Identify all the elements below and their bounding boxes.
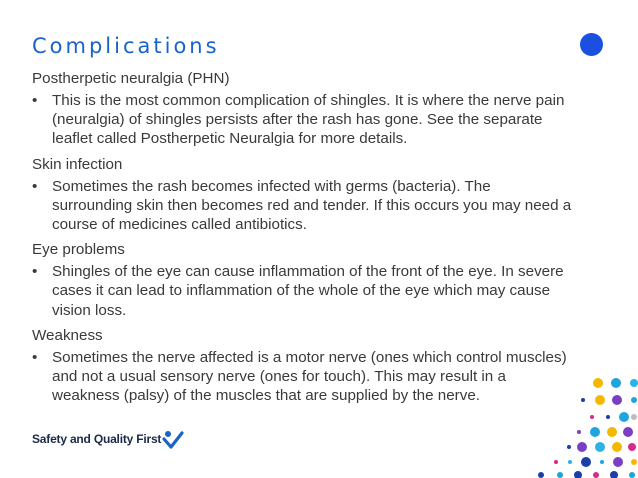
decorative-dot [610,471,618,478]
decorative-dot [538,472,544,478]
decorative-dot [581,457,591,467]
decorative-dot [554,460,558,464]
decorative-dot [593,378,603,388]
decorative-dot [628,443,636,451]
decorative-dot [631,414,637,420]
decorative-dot [623,427,633,437]
decorative-dot [613,457,623,467]
section-weakness [32,325,572,406]
decorative-dot [611,378,621,388]
section-phn [32,68,572,149]
section-heading: Skin infection [32,155,123,173]
decorative-dot [590,415,594,419]
bullet-text: This is the most common complication of shingles. It is where the nerve pain (neuralgia) of shingles persists after the rash has gone. See the separate leaflet called Postherpetic Neuralgia for more details. [52,92,565,148]
bullet-icon: • [32,177,38,195]
decorative-dot [630,379,638,387]
decorative-dot [581,398,585,402]
decorative-dot [593,472,599,478]
bullet-text: Sometimes the rash becomes infected with germs (bacteria). The surrounding skin then becomes red and tender. If this occurs you may need a course of medicines called antibiotics. [52,177,572,234]
section-eye-problems [32,239,572,320]
bullet-item [32,177,572,235]
section-heading: Postherpetic neuralgia (PHN) [32,70,230,87]
decorative-dot [590,427,600,437]
brand-name: Safety and Quality First [32,432,162,446]
corner-accent-dot [580,33,603,56]
bullet-icon: • [32,92,38,109]
bullet-text: Sometimes the nerve affected is a motor nerve (ones which control muscles) and not a usual sensory nerve (ones for touch). This may result in a weakness (palsy) of the muscles that are supplied by the nerve. [52,348,567,405]
decorative-dot [612,395,622,405]
slide-body [32,68,572,410]
decorative-dot [631,397,637,403]
decorative-dot [629,472,635,478]
slide-title: Complications [32,34,220,58]
decorative-dot [600,460,604,464]
decorative-dot [606,415,610,419]
bullet-icon: • [32,348,38,366]
decorative-dot [595,395,605,405]
section-heading: Eye problems [32,241,125,259]
bullet-item [32,91,572,149]
brand-logo-icon [162,430,184,450]
decorative-dot [577,442,587,452]
bullet-text: Shingles of the eye can cause inflammation of the front of the eye. In severe cases it can lead to inflammation of the whole of the eye which may cause vision loss. [52,263,564,319]
decorative-dot [567,445,571,449]
decorative-dot [595,442,605,452]
decorative-dot [568,460,572,464]
decorative-dot [631,459,637,465]
decorative-dot [612,442,622,452]
bullet-item [32,348,572,406]
decorative-dot [577,430,581,434]
bullet-item [32,262,572,320]
decorative-dot [557,472,563,478]
decorative-dot [607,427,617,437]
decorative-dot [619,412,629,422]
section-heading: Weakness [32,326,103,344]
bullet-icon: • [32,263,38,281]
decorative-dot [574,471,582,478]
section-skin-infection [32,154,572,235]
